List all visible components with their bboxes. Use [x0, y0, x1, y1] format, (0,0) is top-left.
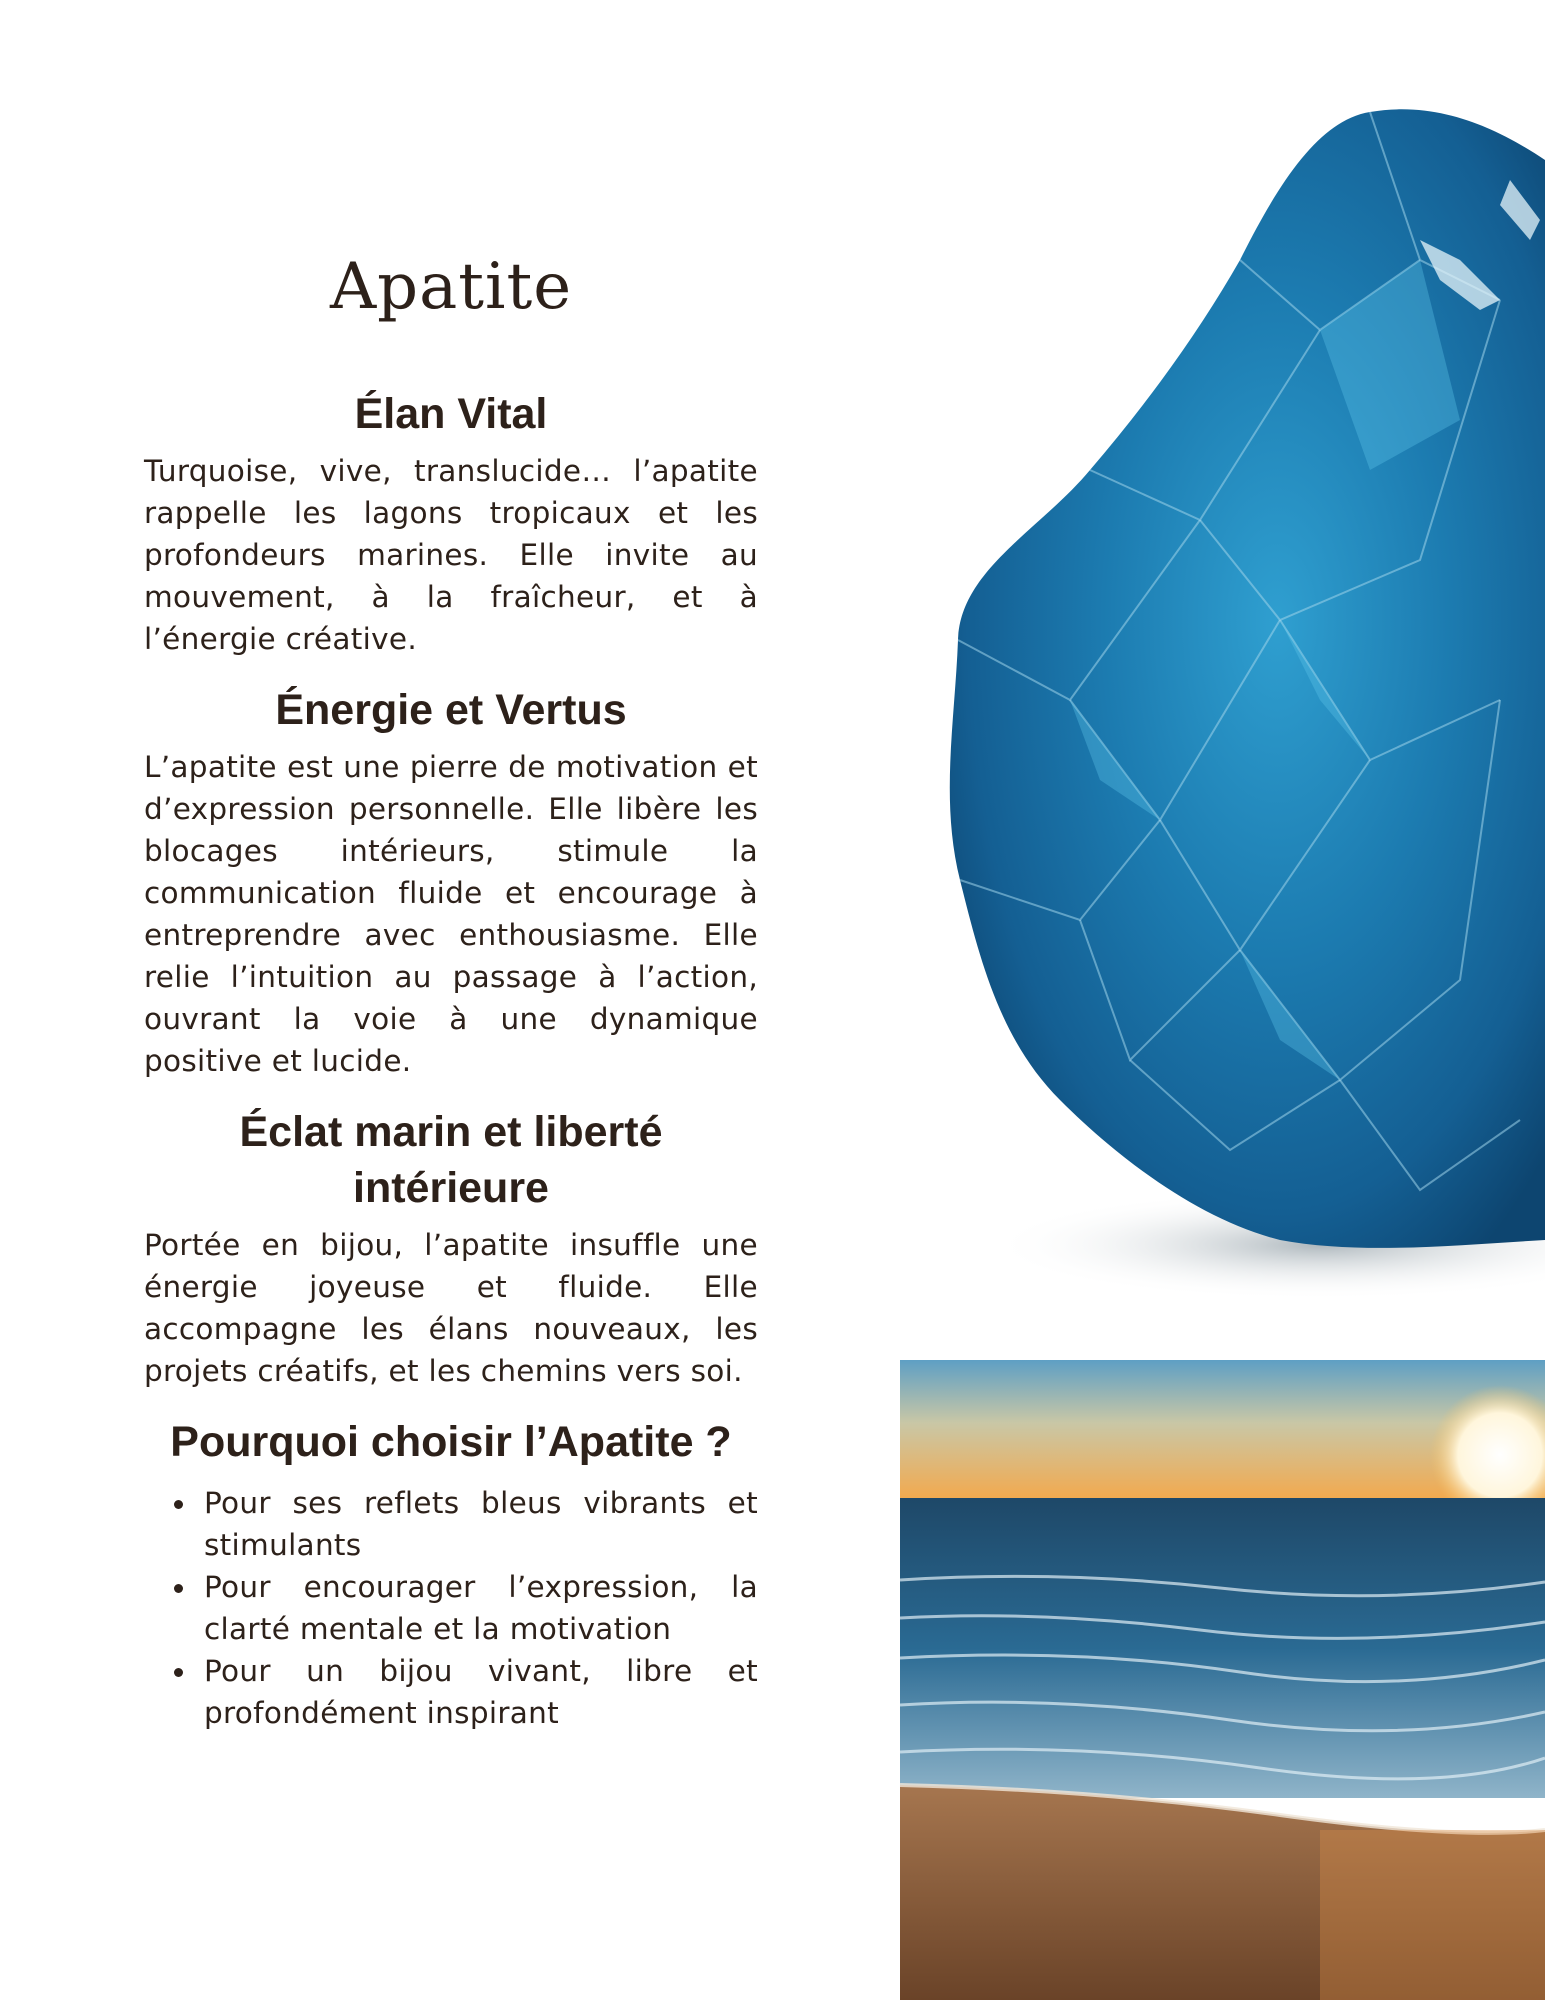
section-heading-elan-vital: Élan Vital — [354, 390, 548, 438]
list-item-text: Pour un bijou vivant, libre et profondément inspirant — [204, 1654, 758, 1730]
reasons-list — [144, 1482, 758, 1734]
section-body-elan-vital: Turquoise, vive, translucide… l’apatite rappelle les lagons tropicaux et les profondeurs marines. Elle invite au mouvement, à la fraîcheur, et à l’énergie créative. — [144, 454, 758, 656]
text-column — [144, 250, 758, 1734]
section-heading-eclat-marin: Éclat marin et liberté intérieure — [239, 1108, 663, 1212]
bullet-icon — [174, 1500, 183, 1509]
list-item-text: Pour encourager l’expression, la clarté mentale et la motivation — [204, 1570, 758, 1646]
page-title: Apatite — [329, 250, 573, 324]
apatite-stone-illustration — [900, 0, 1545, 1316]
bullet-icon — [174, 1668, 183, 1677]
section-heading-pourquoi: Pourquoi choisir l’Apatite ? — [170, 1418, 732, 1466]
apatite-stone-image — [900, 0, 1545, 1316]
bullet-icon — [174, 1584, 183, 1593]
sea-sunset-image — [900, 1360, 1545, 2000]
section-heading-energie-vertus: Énergie et Vertus — [275, 686, 627, 734]
section-body-energie-vertus: L’apatite est une pierre de motivation et d’expression personnelle. Elle libère les blocages intérieurs, stimule la communication fluide et encourage à entreprendre avec enthousiasme. Elle relie l’intuition au passage à l’action, ouvrant la voie à une dynamique positive et lucide. — [144, 750, 758, 1078]
list-item — [144, 1650, 758, 1734]
section-body-eclat-marin: Portée en bijou, l’apatite insuffle une énergie joyeuse et fluide. Elle accompagne les élans nouveaux, les projets créatifs, et les chemins vers soi. — [144, 1228, 758, 1388]
list-item — [144, 1566, 758, 1650]
sea-sunset-illustration — [900, 1360, 1545, 2000]
list-item-text: Pour ses reflets bleus vibrants et stimulants — [204, 1486, 758, 1562]
list-item — [144, 1482, 758, 1566]
